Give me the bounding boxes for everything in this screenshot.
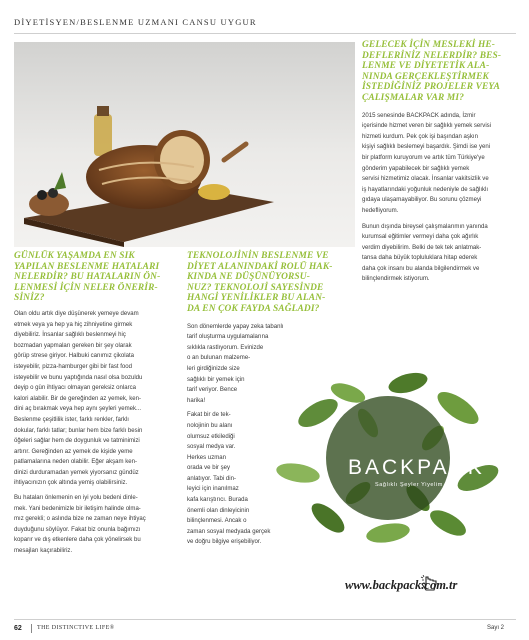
answer-text: Olan oldu artık diye düşünerek yemeye devam etmek veya ya hep ya hiç zihniyetine girmek diyebiliriz. İnsanlar sağlıklı beslenmeyi hiç bozmadan yapmaları gereken bir şey olarak görüp strese giriyor. Halbuki canımız çikolata isteyebilir, pizza-hamburger gibi bir fast food isteyebilir ve bunu yaptığında nasıl olsa bozuldu deyip o gün ihtiyacı olmayan gereksiz onlarca kalori alabilir. Bir de gereğinden az yemek, ken- dini aç bırakmak veya hep aynı şeyleri yemek... Beslenme çeşitlilik ister, farklı renkler, farklı dokular, farklı tatlar; bunlar hem bize farklı besin öğeleri sağlar hem de doygunluk ve tatminimizi artırır. Gereğinden az yemek de kişide yeme patlamalarına neden olabilir. Eğer akşam ken- dinizi durduramadan yemek yiyorsanız gündüz ihtiyacınızın çok altında yemiş olabilirsiniz. <box>14 310 143 487</box>
issue-number: Sayı 2 <box>487 625 505 631</box>
answer-text: Bu hataları önlemenin en iyi yolu bedeni dinle- mek. Yani bedenimizle bir iletişim halinde olma- mız gerekli; o aslında bize ne zaman neye ihtiyaç duyduğunu söylüyor. Fakat biz onunla bağımızı koparır ve dış etkenlere daha çok yönelirsek bu mesajları kaçırabiliriz. <box>14 495 146 555</box>
page-number: 62 <box>14 625 22 632</box>
footer-divider <box>14 619 516 620</box>
question-heading: TEKNOLOJİNİN BESLENME VE DİYET ALANINDAKİ ROLÜ HAK- KINDA NE DÜŞÜNÜYORSU- NUZ? TEKNOLOJİ SAYESİNDE HANGİ YENİLİKLER BU ALAN- DA EN ÇOK FAYDA SAĞLADI? <box>187 251 333 314</box>
answer-text: Bunun dışında bireysel çalışmalarımın yanında kurumsal eğitimler vermeyi daha çok ağırlık verdim diyebilirim. Belki de tek tek anlatmak- tansa daha büyük topluluklara hitap ederek daha çok insanı bu alanda bilgilendirmek ve bilinçlendirmek istiyorum. <box>362 223 488 283</box>
magazine-name: THE DISTINCTIVE LIFE® <box>37 625 115 631</box>
answer-text: Son dönemlerde yapay zeka tabanlı tarif oluşturma uygulamalarına sıklıkla rastlıyorum. Evinizde o an bulunan malzeme- leri girdiğinizde size sağlıklı bir yemek için tarif veriyor. Bence harika! <box>187 323 284 404</box>
brand-tagline: Sağlıklı Şeyler Yiyelim <box>375 482 443 488</box>
pointer-hand-icon <box>420 575 440 593</box>
header-divider <box>14 33 516 34</box>
question-heading: GELECEK İÇİN MESLEKİ HE- DEFLERİNİZ NELERDİR? BES- LENME VE DİYETETİK ALA- NINDA GERÇEKLEŞTİRMEK İSTEDİĞİNİZ PROJELER VEYA ÇALIŞMALAR VAR MI? <box>362 40 502 103</box>
answer-text: 2015 senesinde BACKPACK adında, İzmir içerisinde hizmet veren bir sağlıklı yemek servisi hizmeti kurdum. Pek çok işi başından aşkın kişiyi sağlıklı beslemeyi başardık. Şimdi ise yeni bir platform kuruyorum ve artık tüm Türkiye'ye gönderim yapabilecek bir sağlıklı yemek servisi hizmetimiz olacak. İnsanlar vakitsizlik ve iş hayatlarındaki yoğunluk nedeniyle de sağlıklı gıdaya ulaşamayabiliyor. Bu sorunu çözmeyi hedefliyorum. <box>362 112 492 214</box>
brand-logo: BACKPACK <box>348 456 485 479</box>
page-header: DİYETİSYEN/BESLENME UZMANI CANSU UYGUR <box>14 17 257 27</box>
answer-text: Fakat bir de tek- nolojinin bu alanı olumsuz etkilediği sosyal medya var. Herkes uzman orada ve bir şey anlatıyor. Tabi din- leyici için inanılmaz kafa karıştırıcı. Burada önemli olan dinleyicinin bilinçlenmesi. Ancak o zaman sosyal medyada gerçek ve doğru bilgiye erişebiliyor. <box>187 412 271 546</box>
website-link[interactable]: www.backpack.com.tr <box>345 578 458 592</box>
question-heading: GÜNLÜK YAŞAMDA EN SIK YAPILAN BESLENME HATALARI NELERDİR? BU HATALARIN ÖN- LENMESİ İÇİN NELER ÖNERİR- SİNİZ? <box>14 251 161 304</box>
footer-separator <box>31 624 32 633</box>
bread-photo <box>14 42 355 247</box>
